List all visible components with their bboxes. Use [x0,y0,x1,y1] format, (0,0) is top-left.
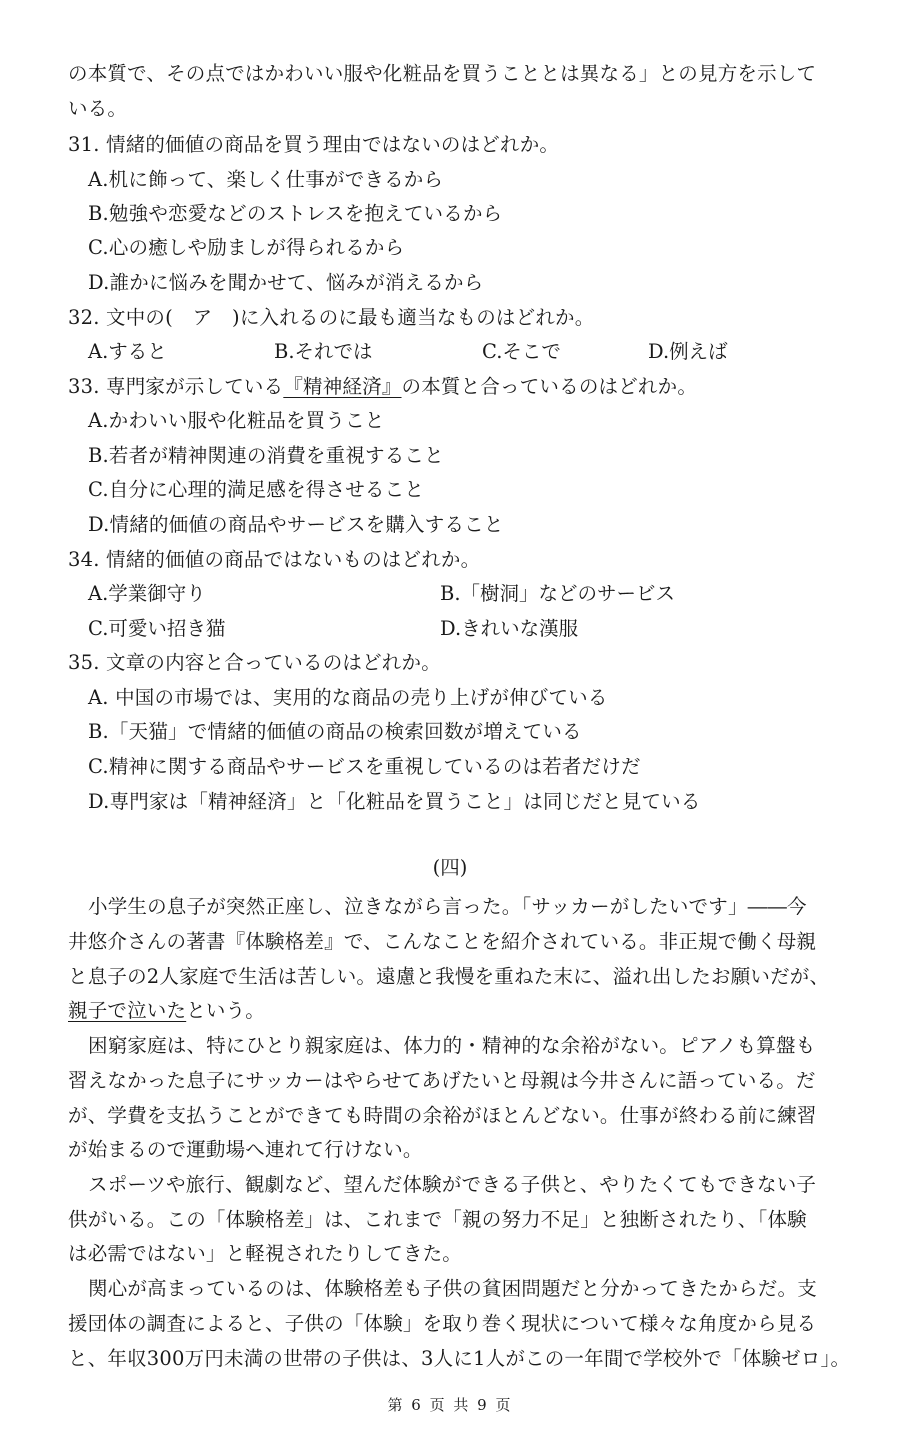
question-34-option-c: C.可愛い招き猫 [88,617,226,640]
passage-p2-line-1: 困窮家庭は、特にひとり親家庭は、体力的・精神的な余裕がない。ピアノも算盤も [88,1034,816,1057]
section-heading: (四) [432,856,468,879]
question-32-stem: 32. 文中の( ア )に入れるのに最も適当なものはどれか。 [68,306,595,329]
question-32-option-c: C.そこで [482,340,561,363]
underlined-phrase: 親子で泣いた [68,999,187,1022]
question-32-option-b: B.それでは [274,340,373,363]
passage-p2-line-3: が、学費を支払うことができても時間の余裕がほとんどない。仕事が終わる前に練習 [68,1104,817,1127]
question-33-stem [68,370,697,404]
question-31-option-d: D.誰かに悩みを聞かせて、悩みが消えるから [88,271,484,294]
question-33-option-b: B.若者が精神関連の消費を重視すること [88,444,444,467]
question-35-option-d: D.専門家は「精神経済」と「化粧品を買うこと」は同じだと見ている [88,790,701,813]
passage-p1-line-4-rest: という。 [186,999,266,1022]
question-35-stem: 35. 文章の内容と合っているのはどれか。 [68,651,441,674]
passage-p4-line-3: と、年収300万円未満の世帯の子供は、3人に1人がこの一年間で学校外で「体験ゼロ」。 [68,1347,851,1370]
question-32-option-d: D.例えば [648,340,728,363]
question-31-option-a: A.机に飾って、楽しく仕事ができるから [88,168,444,191]
passage-p4-line-2: 援団体の調査によると、子供の「体験」を取り巻く現状について様々な角度から見る [68,1312,817,1335]
question-34-stem: 34. 情緒的価値の商品ではないものはどれか。 [68,548,481,571]
question-33-stem-prefix: 33. 専門家が示している [68,375,284,398]
passage-p1-line-2: 井悠介さんの著書『体験格差』で、こんなことを紹介されている。非正規で働く母親 [68,930,817,953]
passage-p1-line-3: と息子の2人家庭で生活は苦しい。遠慮と我慢を重ねた末に、溢れ出したお願いだが、 [68,965,830,988]
question-33-underlined-term: 『精神経済』 [283,375,402,398]
question-34-option-b: B.「樹洞」などのサービス [440,582,676,605]
passage-p1-line-4 [68,994,265,1028]
passage-p4-line-1: 関心が高まっているのは、体験格差も子供の貧困問題だと分かってきたからだ。支 [88,1277,817,1300]
passage-p3-line-2: 供がいる。この「体験格差」は、これまで「親の努力不足」と独断されたり、「体験 [68,1208,807,1231]
question-33-option-c: C.自分に心理的満足感を得させること [88,478,425,501]
question-34-option-a: A.学業御守り [88,582,206,605]
question-33-option-a: A.かわいい服や化粧品を買うこと [88,409,385,432]
intro-line-1: の本質で、その点ではかわいい服や化粧品を買うこととは異なる」との見方を示して [68,62,817,85]
question-33-stem-suffix: の本質と合っているのはどれか。 [401,375,698,398]
page-footer: 第 6 页 共 9 页 [387,1396,513,1414]
question-32-option-a: A.すると [88,340,167,363]
question-31-option-c: C.心の癒しや励ましが得られるから [88,236,405,259]
question-33-option-d: D.情緒的価値の商品やサービスを購入すること [88,513,504,536]
intro-line-2: いる。 [68,97,128,120]
question-35-option-a: A. 中国の市場では、実用的な商品の売り上げが伸びている [88,686,608,709]
question-31-option-b: B.勉強や恋愛などのストレスを抱えているから [88,202,503,225]
passage-p1-line-1: 小学生の息子が突然正座し、泣きながら言った。「サッカーがしたいです」――今 [88,895,807,918]
question-34-option-d: D.きれいな漢服 [440,617,579,640]
question-31-stem: 31. 情緒的価値の商品を買う理由ではないのはどれか。 [68,133,560,156]
passage-p2-line-2: 習えなかった息子にサッカーはやらせてあげたいと母親は今井さんに語っている。だ [68,1069,816,1092]
question-35-option-c: C.精神に関する商品やサービスを重視しているのは若者だけだ [88,755,641,778]
passage-p3-line-3: は必需ではない」と軽視されたりしてきた。 [68,1242,463,1265]
passage-p3-line-1: スポーツや旅行、観劇など、望んだ体験ができる子供と、やりたくてもできない子 [88,1173,817,1196]
question-35-option-b: B.「天猫」で情緒的価値の商品の検索回数が増えている [88,720,582,743]
passage-p2-line-4: が始まるので運動場へ連れて行けない。 [68,1138,423,1161]
